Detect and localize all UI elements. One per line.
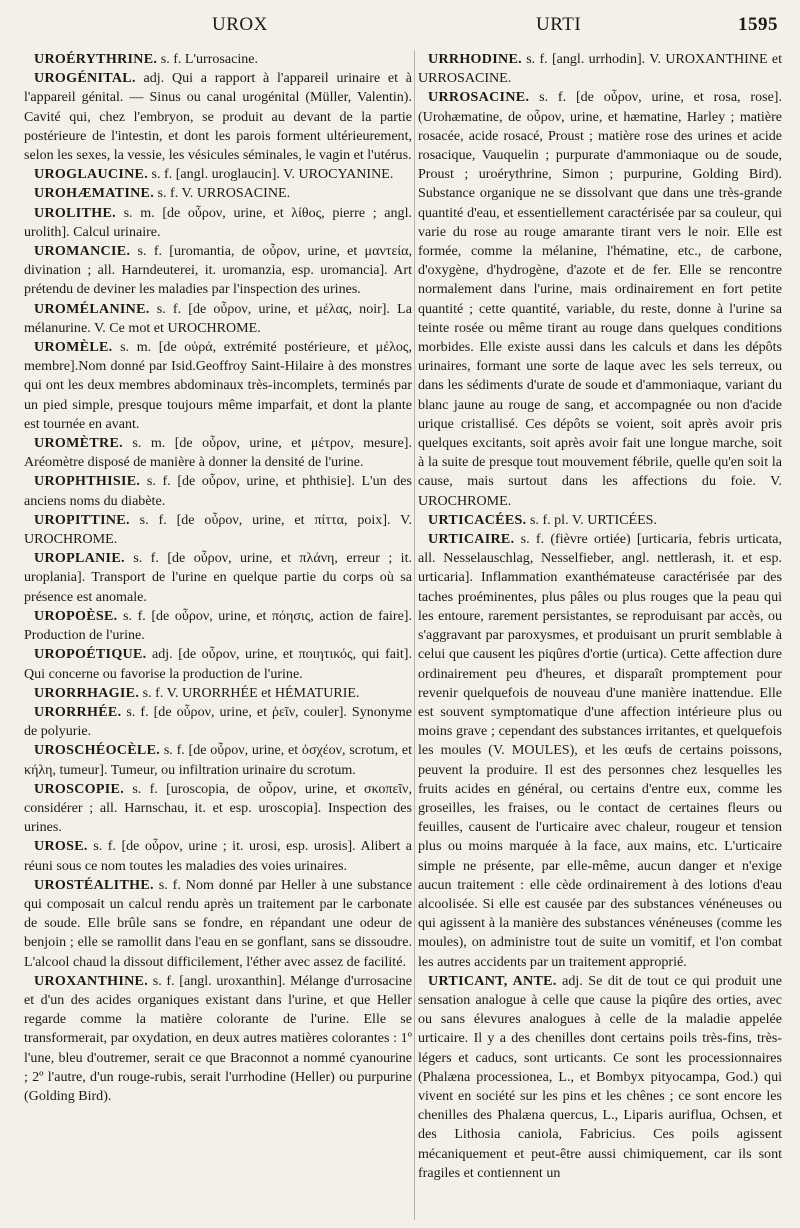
entry-headword: UROMÈTRE.	[34, 435, 123, 452]
entry-definition: s. f. [de οὖρον, urine, et μέλας, noir]. La mélanurine. V. Ce mot et UROCHROME.	[24, 300, 412, 336]
dictionary-entry	[24, 165, 412, 184]
entry-headword: UROMANCIE.	[34, 243, 131, 260]
entry-definition: s. f. [angl. uroglaucin]. V. UROCYANINE.	[148, 166, 394, 183]
page-number: 1595	[738, 14, 778, 35]
dictionary-entry	[418, 511, 782, 530]
entry-definition: s. f. [uroscopia, de οὖρον, urine, et σκοπεῖν, considérer ; all. Harnschau, it. et esp. uroscopia]. Inspection des urines.	[24, 780, 412, 836]
entry-headword: UROPOÉTIQUE.	[34, 646, 147, 663]
dictionary-entry	[24, 837, 412, 875]
entry-headword: URORRHAGIE.	[34, 684, 140, 701]
entry-definition: s. f. [de οὖρον, urine ; it. urosi, esp. urosis]. Alibert a réuni sous ce nom toutes les maladies des voies urinaires.	[24, 838, 412, 874]
entry-headword: UROSE.	[34, 838, 88, 855]
dictionary-entry	[24, 50, 412, 69]
dictionary-entry	[418, 50, 782, 88]
entry-definition: adj. Se dit de tout ce qui produit une sensation analogue à celle que cause la piqûre des orties, avec ou sans élevures analogues à celle de la maladie appelée urticaire. Il y a des chenilles dont certains poils très-fins, très-légers et caducs, sont urticants. Ce sont les processionnaires (Phalæna processionea, L., et Bombyx pityocampa, God.) qui vivent en société sur les pins et les chênes ; ce sont encore les chenilles des Phalæna quercus, L., Liparis auriflua, Ochsen, et des Lithosia caniola, Fabricius. Ces poils agissent mécaniquement et peut-être aussi chimiquement, car ils sont fragiles et contiennent un	[418, 972, 782, 1181]
entry-definition: s. f. L'urrosacine.	[157, 51, 259, 67]
entry-definition: s. m. [de οὐρά, extrémité postérieure, et μέλος, membre].Nom donné par Isid.Geoffroy Saint-Hilaire à des monstres qui ont les deux membres abdominaux très-incomplets, terminés par un pied simple, presque toujours même imparfait, et dont la plante est tournée en avant.	[24, 339, 412, 432]
dictionary-entry	[24, 511, 412, 549]
entry-headword: UROSCHÉOCÈLE.	[34, 742, 161, 759]
entry-headword: UROPHTHISIE.	[34, 473, 141, 490]
entry-headword: UROMÉLANINE.	[34, 300, 150, 317]
entry-definition: adj. Qui a rapport à l'appareil urinaire et à l'appareil génital. — Sinus ou canal urogénital (Müller, Valentin). Cavité qui, chez l'embryon, se produit au devant de la partie postérieure de l'intestin, et dont les parois forment ultérieurement, selon les sexes, la vessie, les vésicules séminales, le vagin et l'utérus.	[24, 70, 412, 164]
entry-headword: URTICAIRE.	[428, 531, 515, 548]
dictionary-entry	[24, 607, 412, 645]
entry-definition: s. m. [de οὖρον, urine, et μέτρον, mesure]. Aréomètre disposé de manière à donner la densité de l'urine.	[24, 435, 412, 471]
entry-headword: URROSACINE.	[428, 89, 530, 106]
entry-definition: s. f. V. URORRHÉE et HÉMATURIE.	[139, 684, 360, 701]
header-right-word: URTI	[536, 14, 582, 35]
entry-headword: URRHODINE.	[428, 51, 522, 67]
dictionary-entry	[24, 876, 412, 972]
entry-definition: s. f. [de οὖρον, urine, et rosa, rose]. (Urohæmatine, de οὖρον, urine, et hæmatine, Harley ; matière rosacée, acide rosacé, Proust ; matière rose des urines et acide rosacique, Vauquelin ; purpurate d'ammoniaque ou de soude, Proust ; uroérythrine, Simon ; purpurine, Golding Bird). Substance organique ne se dissolvant que dans une très-grande quantité d'eau, et essentiellement caractérisée par sa couleur, qui varie du rose au rouge amarante tirant vers le noir. Elle est formée, comme la mélanine, l'hématine, etc., de carbone, d'oxygène, d'hydrogène, d'azote et de fer. Elle se rencontre normalement dans l'urine, mais ordinairement en fort petite quantité ; cette quantité, variable, du reste, donne à l'urine sa teinte rosée ou même tirant au rouge dans quelques conditions morbides. Elle existe aussi dans les calculs et dans les dépôts urinaires, formant une sorte de laque avec les sels terreux, ou dans les sédiments d'urate de soude et d'ammoniaque, variant du blanc jaune au rouge de sang, et accompagnée ou non d'acide urique cristallisé. Ces dépôts se voient, soit après avoir pris quelques excitants, soit après avoir fait une longue marche, soit à la suite de presque tout mouvement fébrile, quelle qu'en soit la cause, mais surtout dans les affections du foie. V. UROCHROME.	[418, 89, 782, 509]
dictionary-entry	[24, 684, 412, 703]
dictionary-entry	[24, 472, 412, 510]
dictionary-entry	[24, 242, 412, 300]
entry-definition: s. f. [de οὖρον, urine, et πόησις, action de faire]. Production de l'urine.	[24, 607, 412, 644]
entry-definition: s. f. V. URROSACINE.	[154, 185, 291, 202]
dictionary-entry	[24, 434, 412, 472]
dictionary-entry	[24, 972, 412, 1106]
dictionary-entry	[418, 530, 782, 972]
entry-headword: UROÉRYTHRINE.	[34, 51, 158, 67]
entry-definition: s. f. [de οὖρον, urine, et πίττα, poix]. V. UROCHROME.	[24, 511, 412, 548]
column-separator	[414, 50, 415, 1220]
entry-definition: s. f. [de οὖρον, urine, et πλάνη, erreur ; it. uroplania]. Transport de l'urine en quelque partie du corps où sa présence est anomale.	[24, 550, 412, 605]
dictionary-entry	[24, 300, 412, 338]
right-column	[418, 50, 782, 1183]
entry-headword: UROXANTHINE.	[34, 972, 149, 989]
entry-headword: UROHÆMATINE.	[34, 185, 155, 202]
dictionary-entry	[24, 184, 412, 203]
header-left-word: UROX	[212, 14, 268, 35]
dictionary-entry	[24, 780, 412, 838]
entry-headword: URTICACÉES.	[428, 511, 527, 528]
entry-headword: UROLITHE.	[34, 204, 116, 221]
dictionary-entry	[24, 645, 412, 683]
entry-headword: UROPLANIE.	[34, 550, 125, 567]
entry-headword: UROMÈLE.	[34, 339, 113, 356]
entry-headword: UROGÉNITAL.	[34, 70, 136, 87]
entry-headword: UROPOÈSE.	[34, 607, 118, 624]
entry-headword: UROPITTINE.	[34, 511, 130, 528]
entry-definition: s. f. [uromantia, de οὖρον, urine, et μαντεία, divination ; all. Harndeuterei, it. uromanzia, esp. uromancia]. Art prétendu de deviner les maladies par l'inspection des urines.	[24, 243, 412, 298]
dictionary-entry	[418, 972, 782, 1183]
dictionary-entry	[24, 741, 412, 779]
entry-definition: s. f. pl. V. URTICÉES.	[526, 511, 657, 528]
entry-definition: s. f. [angl. uroxanthin]. Mélange d'urrosacine et d'un des acides organiques existant dans l'urine, et que Heller regarde comme la matière colorante de l'urine. Elle se transformerait, par oxydation, en deux autres matières colorantes : 1º l'une, bleu d'outremer, serait ce que Braconnot a nommé cyanourine ; 2º l'autre, d'un rouge-rubis, serait l'urrhodine (Heller) ou purpurine (Golding Bird).	[24, 972, 412, 1104]
entry-definition: s. f. (fièvre ortiée) [urticaria, febris urticata, all. Nesselauschlag, Nesselfieber, angl. nettlerash, it. et esp. urticaria]. Inflammation exanthémateuse caractérisée par des taches proéminentes, plus pâles ou plus rouges que la peau qui les entoure, rarement persistantes, se reproduisant par accès, ou s'aggravant par paroxysmes, et produisant un prurit semblable à celui que causent les piqûres d'ortie (urtica). Cette affection dure ordinairement peu d'heures, et disparaît promptement pour revenir quelquefois de nouveau d'une manière inattendue. Elle est souvent symptomatique d'une affection intérieure plus ou moins grave ; cependant des substances irritantes, et quelquefois les moules (V. MOULES), et les œufs de certains poissons, peuvent la produire. Il est des personnes chez lesquelles les fruits acides en général, ou certains d'entre eux, comme les groseilles, les fraises, ou le contact de certaines fleurs ou feuilles, causent de l'urticaire avec chaleur, rougeur et tension plus ou moins marquée à la face, aux mains, etc. L'urticaire simple ne présente, par elle-même, aucun danger et n'exige aucun traitement : elle cède ordinairement à des lotions d'eau alcoolisée. Si elle est causée par des substances vénéneuses ou qui agissent à la manière des substances vénéneuses (comme les moules), on administre tout de suite un vomitif, et l'on combat les autres accidents par un traitement approprié.	[418, 531, 782, 970]
entry-definition: s. f. Nom donné par Heller à une substance qui composait un calcul rendu après un traitement par le carbonate de soude. Elle brûle sans se fondre, en répandant une odeur de benjoin ; elle se ramollit dans l'eau en se gonflant, sans se dissoudre. L'alcool chaud la dissout difficilement, l'éther avec assez de facilité.	[24, 876, 412, 970]
dictionary-entry	[24, 69, 412, 165]
entry-definition: s. f. [de οὖρον, urine, et phthisie]. L'un des anciens noms du diabète.	[24, 473, 412, 509]
entry-headword: URTICANT, ANTE.	[428, 972, 557, 989]
left-column	[24, 50, 412, 1106]
entry-headword: URORRHÉE.	[34, 703, 122, 720]
dictionary-entry	[24, 549, 412, 607]
entry-headword: UROGLAUCINE.	[34, 166, 149, 183]
dictionary-entry	[24, 204, 412, 242]
dictionary-entry	[24, 703, 412, 741]
entry-definition: s. f. [de οὖρον, urine, et ῥεῖν, couler]. Synonyme de polyurie.	[24, 703, 412, 740]
entry-headword: UROSCOPIE.	[34, 780, 125, 797]
entry-definition: s. f. [de οὖρον, urine, et ὀσχέον, scrotum, et κήλη, tumeur]. Tumeur, ou infiltration urinaire du scrotum.	[24, 742, 412, 778]
dictionary-entry	[24, 338, 412, 434]
dictionary-entry	[418, 88, 782, 510]
entry-definition: s. m. [de οὖρον, urine, et λίθος, pierre ; angl. urolith]. Calcul urinaire.	[24, 204, 412, 240]
entry-definition: adj. [de οὖρον, urine, et ποιητικός, qui fait]. Qui concerne ou favorise la production de l'urine.	[24, 646, 412, 682]
running-header	[0, 14, 800, 40]
entry-headword: UROSTÉALITHE.	[34, 876, 154, 893]
entry-definition: s. f. [angl. urrhodin]. V. UROXANTHINE et URROSACINE.	[418, 51, 782, 87]
